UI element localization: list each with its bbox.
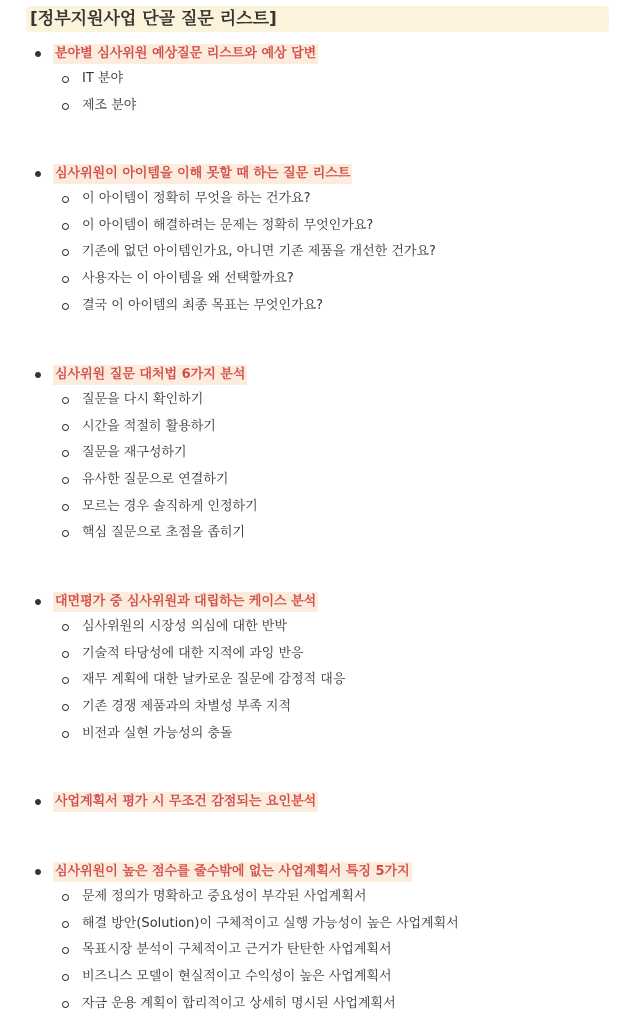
list-item-text: 유사한 질문으로 연결하기	[82, 472, 229, 488]
list-item-text: 기존 경쟁 제품과의 차별성 부족 지적	[82, 699, 292, 715]
list-item	[0, 240, 621, 267]
list-item-text: 핵심 질문으로 초점을 좁히기	[82, 525, 246, 541]
list-item-text: 해결 방안(Solution)이 구체적이고 실행 가능성이 높은 사업계획서	[82, 915, 459, 931]
list-item	[0, 965, 621, 992]
list-item	[0, 992, 621, 1019]
bullet-circle-icon	[62, 303, 69, 310]
bullet-circle-icon	[62, 530, 69, 537]
bullet-circle-icon	[62, 1001, 69, 1008]
list-item-text: IT 분야	[82, 71, 124, 86]
list-item	[0, 415, 621, 442]
list-item-text: 문제 정의가 명확하고 중요성이 부각된 사업계획서	[82, 889, 367, 904]
list-item-text: 이 아이템이 해결하려는 문제는 정확히 무엇인가요?	[82, 217, 374, 233]
list-item-text: 목표시장 분석이 구체적이고 근거가 탄탄한 사업계획서	[82, 942, 392, 958]
list-item	[0, 495, 621, 522]
section-heading: 심사위원이 높은 점수를 줄수밖에 없는 사업계획서 특징 5가지	[53, 862, 412, 882]
bullet-disc-icon	[35, 869, 41, 875]
bullet-circle-icon	[62, 921, 69, 928]
section-heading-row	[0, 589, 621, 615]
section-heading: 심사위원 질문 대처법 6가지 분석	[53, 365, 247, 385]
bullet-circle-icon	[62, 103, 69, 110]
bullet-circle-icon	[62, 223, 69, 230]
list-item	[0, 94, 621, 121]
bullet-circle-icon	[62, 477, 69, 484]
bullet-circle-icon	[62, 504, 69, 511]
list-item-text: 결국 이 아이템의 최종 목표는 무엇인가요?	[82, 297, 324, 313]
bullet-circle-icon	[62, 424, 69, 431]
list-item	[0, 441, 621, 468]
list-item	[0, 912, 621, 939]
list-item	[0, 885, 621, 912]
list-item	[0, 187, 621, 214]
list-item-text: 시간을 적절히 활용하기	[82, 418, 216, 434]
section-heading: 심사위원이 아이템을 이해 못할 때 하는 질문 리스트	[53, 164, 352, 184]
section-heading-row	[0, 859, 621, 885]
section-answer-strategies	[0, 362, 621, 548]
list-item	[0, 214, 621, 241]
list-item-text: 자금 운용 계획이 합리적이고 상세히 명시된 사업계획서	[82, 995, 396, 1011]
list-item-text: 심사위원의 시장성 의심에 대한 반박	[82, 619, 287, 634]
bullet-disc-icon	[35, 171, 41, 177]
list-item-text: 비즈니스 모델이 현실적이고 수익성이 높은 사업계획서	[82, 969, 392, 985]
list-item	[0, 615, 621, 642]
section-heading-row	[0, 362, 621, 388]
section-heading: 사업계획서 평가 시 무조건 감점되는 요인분석	[53, 792, 318, 812]
bullet-circle-icon	[62, 677, 69, 684]
list-item	[0, 521, 621, 548]
bullet-circle-icon	[62, 624, 69, 631]
bullet-circle-icon	[62, 450, 69, 457]
bullet-circle-icon	[62, 704, 69, 711]
bullet-disc-icon	[35, 372, 41, 378]
list-item	[0, 695, 621, 722]
list-item-text: 모르는 경우 솔직하게 인정하기	[82, 498, 258, 514]
list-item-text: 기존에 없던 아이템인가요, 아니면 기존 제품을 개선한 건가요?	[82, 244, 436, 260]
list-item-text: 질문을 재구성하기	[82, 445, 187, 461]
list-item-text: 비전과 실현 가능성의 충돌	[82, 725, 233, 741]
page-title: [정부지원사업 단골 질문 리스트]	[30, 9, 277, 29]
section-heading-row	[0, 789, 621, 815]
list-item-text: 질문을 다시 확인하기	[82, 392, 204, 407]
page-title-block	[26, 6, 609, 32]
section-heading-row	[0, 161, 621, 187]
section-field-questions	[0, 41, 621, 120]
list-item	[0, 294, 621, 321]
list-item	[0, 267, 621, 294]
list-item	[0, 668, 621, 695]
bullet-circle-icon	[62, 76, 69, 83]
section-heading: 분야별 심사위원 예상질문 리스트와 예상 답변	[53, 44, 318, 64]
list-item-text: 제조 분야	[82, 97, 137, 113]
section-conflict-cases	[0, 589, 621, 748]
bullet-circle-icon	[62, 974, 69, 981]
list-item-text: 사용자는 이 아이템을 왜 선택할까요?	[82, 271, 294, 287]
list-item-text: 재무 계획에 대한 날카로운 질문에 감정적 대응	[82, 672, 346, 688]
bullet-circle-icon	[62, 894, 69, 901]
section-heading: 대면평가 중 심사위원과 대립하는 케이스 분석	[53, 592, 318, 612]
list-item	[0, 938, 621, 965]
section-misunderstanding-questions	[0, 161, 621, 320]
bullet-circle-icon	[62, 196, 69, 203]
list-item	[0, 67, 621, 94]
bullet-disc-icon	[35, 599, 41, 605]
section-deduction-factors	[0, 789, 621, 815]
bullet-disc-icon	[35, 51, 41, 57]
list-item	[0, 642, 621, 669]
bullet-circle-icon	[62, 276, 69, 283]
section-high-score-features	[0, 859, 621, 1018]
bullet-circle-icon	[62, 731, 69, 738]
list-item-text: 기술적 타당성에 대한 지적에 과잉 반응	[82, 645, 304, 661]
bullet-circle-icon	[62, 947, 69, 954]
list-item	[0, 468, 621, 495]
list-item	[0, 722, 621, 749]
bullet-circle-icon	[62, 249, 69, 256]
list-item-text: 이 아이템이 정확히 무엇을 하는 건가요?	[82, 191, 311, 206]
list-item	[0, 388, 621, 415]
bullet-disc-icon	[35, 799, 41, 805]
section-heading-row	[0, 41, 621, 67]
bullet-circle-icon	[62, 651, 69, 658]
bullet-circle-icon	[62, 397, 69, 404]
